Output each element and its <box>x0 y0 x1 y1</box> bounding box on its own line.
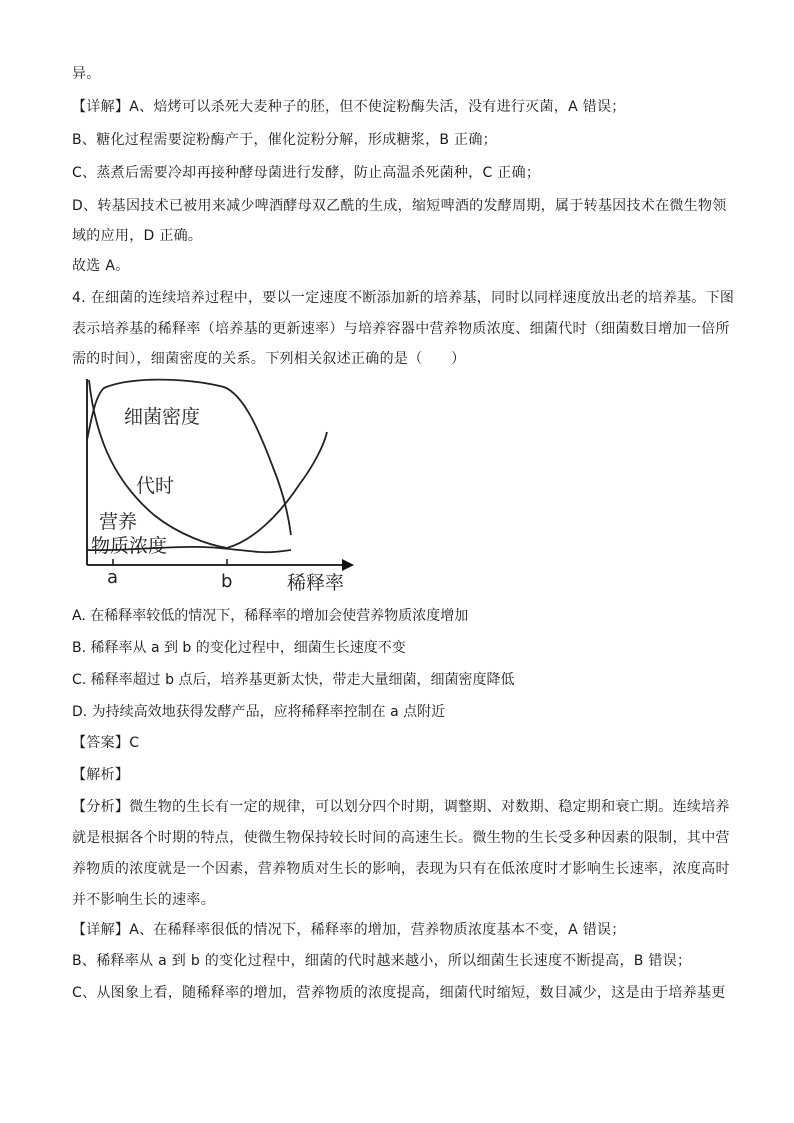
analysis-text: 【分析】微生物的生长有一定的规律，可以划分四个时期，调整期、对数期、稳定期和衰亡期。连续培养 <box>72 799 730 815</box>
analysis-text: 养物质的浓度就是一个因素，营养物质对生长的影响，表现为只有在低浓度时才影响生长速率，浓度高时 <box>72 861 730 877</box>
density-label: 细菌密度 <box>124 406 201 428</box>
text-line: 异。 <box>72 66 101 82</box>
text-line: B、糖化过程需要淀粉酶产于，催化淀粉分解，形成糖浆，B 正确； <box>72 132 497 148</box>
detail-text: 【详解】A、在稀释率很低的情况下，稀释率的增加，营养物质浓度基本不变，A 错误； <box>72 922 626 938</box>
text-line: D、转基因技术已被用来减少啤酒酵母双乙酰的生成，缩短啤酒的发酵周期，属于转基因技术在微生物领 <box>72 198 727 214</box>
generation-time-label: 代时 <box>136 475 175 497</box>
option-a: A. 在稀释率较低的情况下，稀释率的增加会使营养物质浓度增加 <box>72 608 469 624</box>
tick-a-label: a <box>107 567 119 588</box>
analysis-text: 就是根据各个时期的特点，使微生物保持较长时间的高速生长。微生物的生长受多种因素的限制，其中营 <box>72 830 730 846</box>
tick-b-label: b <box>221 571 233 592</box>
question-text: 需的时间），细菌密度的关系。下列相关叙述正确的是（ ） <box>72 351 466 367</box>
detail-text: C、从图象上看，随稀释率的增加，营养物质的浓度提高，细菌代时缩短，数目减少，这是由于培养基更 <box>72 985 726 1001</box>
text-line: 【详解】A、焙烤可以杀死大麦种子的胚，但不使淀粉酶失活，没有进行灭菌，A 错误； <box>72 99 626 115</box>
analysis-heading: 【解析】 <box>72 767 130 783</box>
detail-text: B、稀释率从 a 到 b 的变化过程中，细菌的代时越来越小，所以细菌生长速度不断提高，B 错误； <box>72 953 692 969</box>
text-line: C、蒸煮后需要冷却再接种酵母菌进行发酵，防止高温杀死菌种，C 正确； <box>72 165 541 181</box>
nutrient-label-line1: 营养 <box>99 511 138 533</box>
x-axis-label: 稀释率 <box>287 572 345 594</box>
option-b: B. 稀释率从 a 到 b 的变化过程中，细菌生长速度不变 <box>72 640 406 656</box>
text-line: 域的应用，D 正确。 <box>72 228 203 244</box>
dilution-rate-figure <box>84 375 374 600</box>
answer-line: 【答案】C <box>72 735 140 751</box>
option-d: D. 为持续高效地获得发酵产品，应将稀释率控制在 a 点附近 <box>72 704 446 720</box>
question-text: 4. 在细菌的连续培养过程中，要以一定速度不断添加新的培养基，同时以同样速度放出老的培养基。下图 <box>72 290 735 306</box>
nutrient-label-line2: 物质浓度 <box>91 535 168 557</box>
text-line: 故选 A。 <box>72 258 130 274</box>
question-text: 表示培养基的稀释率（培养基的更新速率）与培养容器中营养物质浓度、细菌代时（细菌数目增加一倍所 <box>72 321 730 337</box>
analysis-text: 并不影响生长的速率。 <box>72 892 215 908</box>
x-axis-arrow <box>342 559 354 571</box>
option-c: C. 稀释率超过 b 点后，培养基更新太快，带走大量细菌，细菌密度降低 <box>72 672 515 688</box>
